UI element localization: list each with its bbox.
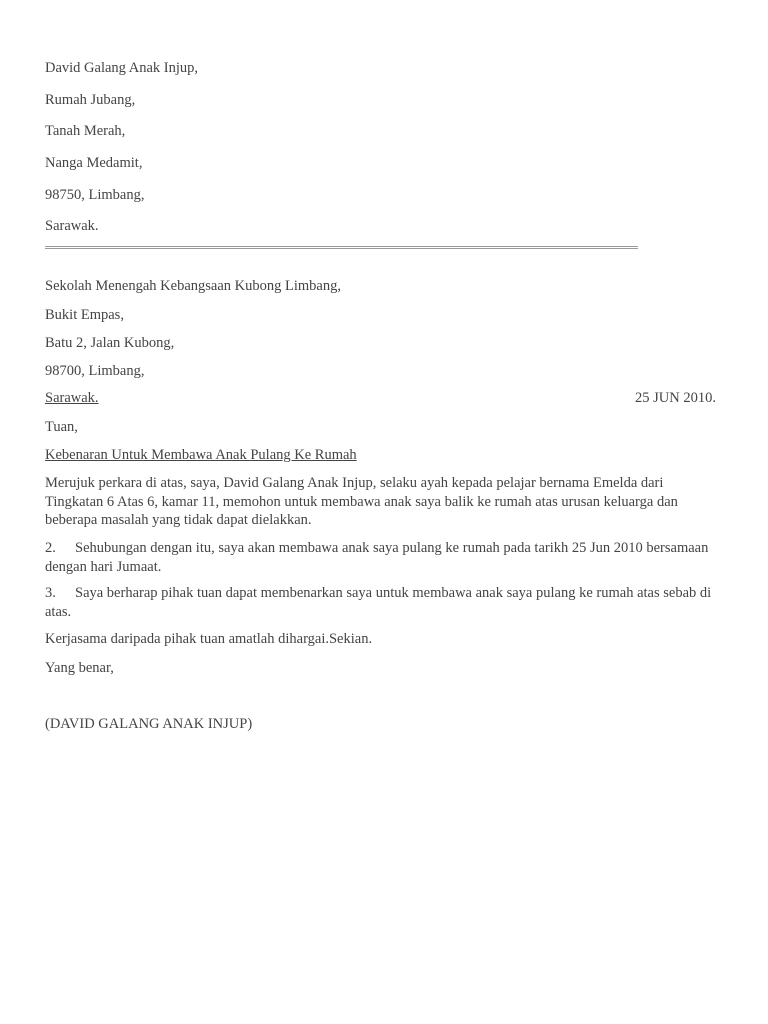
paragraph-number: 3. bbox=[45, 585, 56, 601]
recipient-address-line: Batu 2, Jalan Kubong, bbox=[45, 335, 175, 351]
header-divider bbox=[45, 246, 638, 249]
signature-name: (DAVID GALANG ANAK INJUP) bbox=[45, 716, 253, 732]
sender-address-line: Sarawak. bbox=[45, 218, 99, 234]
signoff: Yang benar, bbox=[45, 660, 114, 676]
subject-line: Kebenaran Untuk Membawa Anak Pulang Ke Rumah bbox=[45, 447, 357, 463]
recipient-state: Sarawak. bbox=[45, 390, 99, 406]
sender-address-line: Nanga Medamit, bbox=[45, 155, 143, 171]
salutation: Tuan, bbox=[45, 419, 78, 435]
body-paragraph-3 bbox=[45, 584, 725, 621]
body-paragraph-1: Merujuk perkara di atas, saya, David Galang Anak Injup, selaku ayah kepada pelajar bernama Emelda dari Tingkatan 6 Atas 6, kamar 11, memohon untuk membawa anak saya balik ke rumah atas urusan keluarga dan beberapa masalah yang tidak dapat dielakkan. bbox=[45, 475, 678, 528]
recipient-address-line: 98700, Limbang, bbox=[45, 363, 145, 379]
sender-address-line: Rumah Jubang, bbox=[45, 92, 136, 108]
body-paragraph-2 bbox=[45, 539, 725, 576]
recipient-address-line: Sekolah Menengah Kebangsaan Kubong Limbang, bbox=[45, 278, 341, 294]
paragraph-text: Sehubungan dengan itu, saya akan membawa anak saya pulang ke rumah pada tarikh 25 Jun 2010 bersamaan dengan hari Jumaat. bbox=[45, 540, 709, 575]
closing-note: Kerjasama daripada pihak tuan amatlah dihargai.Sekian. bbox=[45, 631, 373, 647]
recipient-address-line: Bukit Empas, bbox=[45, 307, 124, 323]
paragraph-number: 2. bbox=[45, 540, 56, 556]
letter-date: 25 JUN 2010. bbox=[635, 390, 716, 406]
sender-name: David Galang Anak Injup, bbox=[45, 60, 199, 76]
sender-address-line: 98750, Limbang, bbox=[45, 187, 145, 203]
paragraph-text: Saya berharap pihak tuan dapat membenarkan saya untuk membawa anak saya pulang ke rumah atas sebab di atas. bbox=[45, 585, 712, 620]
sender-address-line: Tanah Merah, bbox=[45, 123, 126, 139]
